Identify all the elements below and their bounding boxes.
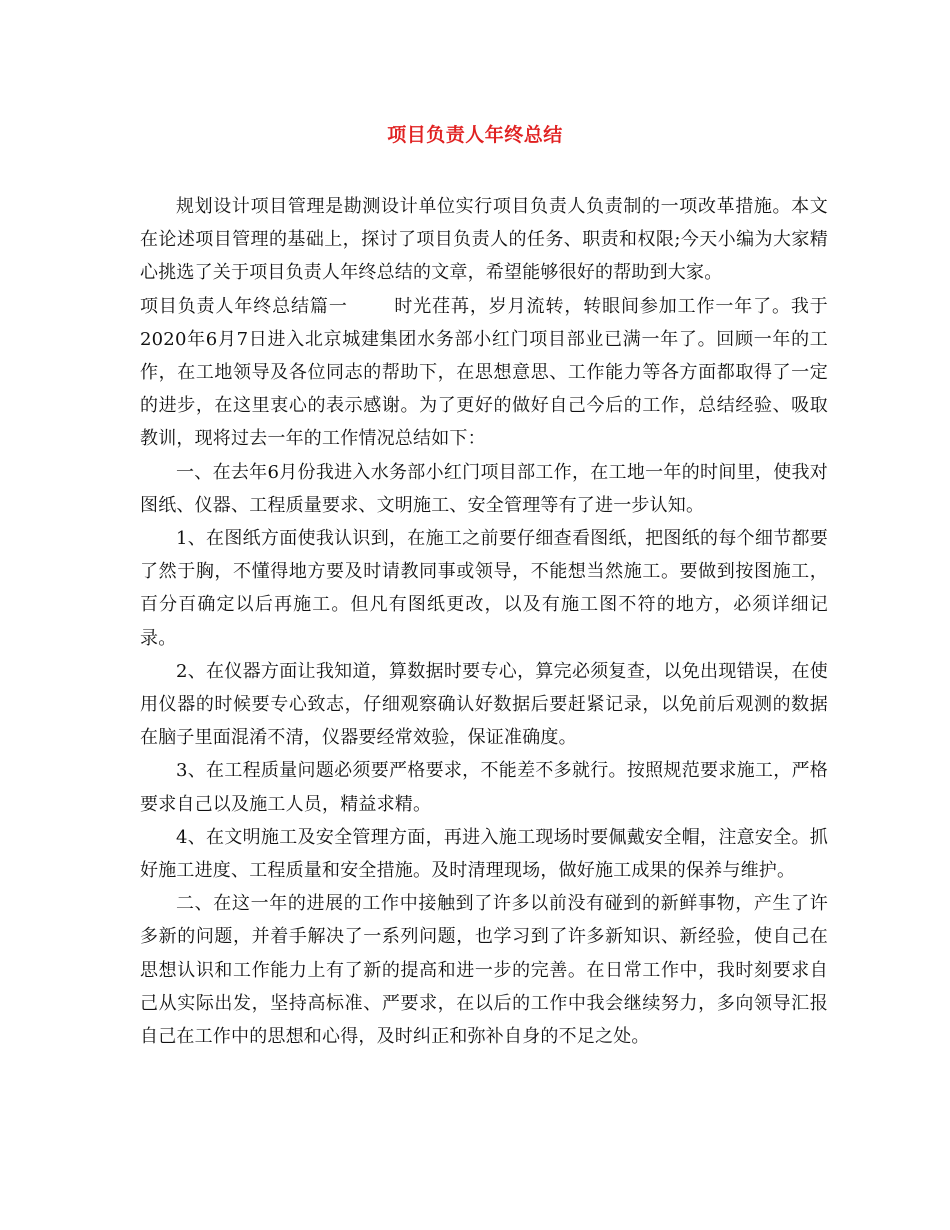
opening-text: 时光荏苒，岁月流转，转眼间参加工作一年了。我于2020年6月7日进入北京城建集团水务部小红门项目部业已满一年了。回顾一年的工作，在工地领导及各位同志的帮助下，在思想意思、工作能力等各方面都取得了一定的进步，在这里衷心的表示感谢。为了更好的做好自己今后的工作，总结经验、吸取教训，现将过去一年的工作情况总结如下： [140, 295, 828, 450]
body-paragraph-1: 一、在去年6月份我进入水务部小红门项目部工作，在工地一年的时间里，使我对图纸、仪器、工程质量要求、文明施工、安全管理等有了进一步认知。 [140, 461, 828, 516]
section-opening-paragraph [140, 290, 828, 456]
body-paragraph-2: 1、在图纸方面使我认识到，在施工之前要仔细查看图纸，把图纸的每个细节都要了然于胸，不懂得地方要及时请教同事或领导，不能想当然施工。要做到按图施工，百分百确定以后再施工。但凡有图纸更改，以及有施工图不符的地方，必须详细记录。 [140, 528, 828, 649]
intro-paragraph: 规划设计项目管理是勘测设计单位实行项目负责人负责制的一项改革措施。本文在论述项目管理的基础上，探讨了项目负责人的任务、职责和权限;今天小编为大家精心挑选了关于项目负责人年终总结的文章，希望能够很好的帮助到大家。 [140, 196, 828, 284]
body-paragraph-3: 2、在仪器方面让我知道，算数据时要专心，算完必须复查，以免出现错误，在使用仪器的时候要专心致志，仔细观察确认好数据后要赶紧记录，以免前后观测的数据在脑子里面混淆不清，仪器要经常效验，保证准确度。 [140, 660, 828, 749]
document-body [140, 190, 828, 1053]
body-paragraph-4: 3、在工程质量问题必须要严格要求，不能差不多就行。按照规范要求施工，严格要求自己以及施工人员，精益求精。 [140, 760, 828, 815]
body-paragraph-6: 二、在这一年的进展的工作中接触到了许多以前没有碰到的新鲜事物，产生了许多新的问题，并着手解决了一系列问题，也学习到了许多新知识、新经验，使自己在思想认识和工作能力上有了新的提高和进一步的完善。在日常工作中，我时刻要求自己从实际出发，坚持高标准、严要求，在以后的工作中我会继续努力，多向领导汇报自己在工作中的思想和心得，及时纠正和弥补自身的不足之处。 [140, 893, 828, 1048]
section-heading: 项目负责人年终总结篇一 [140, 295, 348, 317]
document-title: 项目负责人年终总结 [387, 124, 563, 146]
body-paragraph-5: 4、在文明施工及安全管理方面，再进入施工现场时要佩戴安全帽，注意安全。抓好施工进度、工程质量和安全措施。及时清理现场，做好施工成果的保养与维护。 [140, 826, 828, 882]
